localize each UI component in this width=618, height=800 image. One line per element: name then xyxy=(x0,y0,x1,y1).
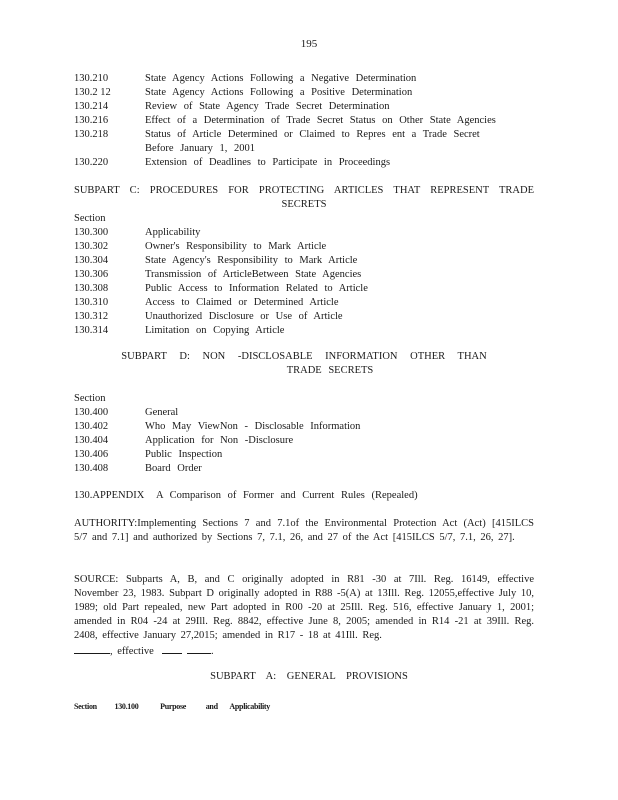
section-word: and xyxy=(205,702,218,711)
section-title: State Agency's Responsibility to Mark Article xyxy=(145,255,358,266)
section-number: 130.300 xyxy=(74,227,109,238)
section-title: Public Inspection xyxy=(145,449,223,460)
section-title: Applicability xyxy=(145,227,201,238)
section-label: Section xyxy=(74,213,106,224)
toc-row xyxy=(74,489,544,503)
section-number: 130.220 xyxy=(74,157,109,168)
toc-row xyxy=(74,86,544,100)
section-title: Limitation on Copying Article xyxy=(145,325,285,336)
section-word: Purpose xyxy=(160,702,187,711)
blank-line xyxy=(187,643,211,654)
section-number: 130.408 xyxy=(74,463,109,474)
toc-row xyxy=(74,72,544,86)
blank-line xyxy=(162,643,182,654)
toc-row xyxy=(74,434,544,448)
section-title: Public Access to Information Related to Article xyxy=(145,283,368,294)
section-title: Effect of a Determination of Trade Secret Status on Other State Agencies xyxy=(145,115,496,126)
toc-row xyxy=(74,156,544,170)
toc-row xyxy=(74,226,544,240)
section-title: Who May ViewNon - Disclosable Information xyxy=(145,421,361,432)
toc-row xyxy=(74,268,544,282)
section-title: Status of Article Determined or Claimed to Repres ent a Trade Secret Before January 1, 2001 xyxy=(145,129,480,154)
section-title: Transmission of ArticleBetween State Agencies xyxy=(145,269,362,280)
section-title: Review of State Agency Trade Secret Determination xyxy=(145,101,390,112)
toc-row xyxy=(74,282,544,296)
section-heading-line xyxy=(74,700,270,714)
toc-row xyxy=(74,254,544,268)
section-number: 130.306 xyxy=(74,269,109,280)
section-number: 130.218 xyxy=(74,129,109,140)
toc-row xyxy=(74,310,544,324)
subpart-c-heading: SUBPART C: PROCEDURES FOR PROTECTING ARTICLES THAT REPRESENT TRADE xyxy=(74,185,534,196)
source-end: . xyxy=(211,646,214,657)
toc-row xyxy=(74,114,544,128)
appendix-row xyxy=(74,489,544,503)
section-number: 130.308 xyxy=(74,283,109,294)
section-number: 130.2 12 xyxy=(74,87,111,98)
source-paragraph xyxy=(74,573,534,659)
section-title: Access to Claimed or Determined Article xyxy=(145,297,339,308)
toc-row xyxy=(74,462,544,476)
section-title: Application for Non -Disclosure xyxy=(145,435,294,446)
subpart-d-heading: SUBPART D: NON -DISCLOSABLE INFORMATION OTHER THAN xyxy=(121,351,487,362)
section-title: General xyxy=(145,407,179,418)
blank-line xyxy=(74,643,110,654)
section-number: 130.210 xyxy=(74,73,109,84)
section-label: Section xyxy=(74,702,97,711)
section-number: 130.302 xyxy=(74,241,109,252)
authority-paragraph: AUTHORITY:Implementing Sections 7 and 7.1of the Environmental Protection Act (Act) [415ILCS 5/7 and 7.1] and authorized by Sections 7, 7.1, 26, and 27 of the Act [415ILCS 5/7, 7.1, 26, 27]. xyxy=(74,518,534,543)
section-title: Owner's Responsibility to Mark Article xyxy=(145,241,327,252)
section-number: 130.100 xyxy=(114,702,139,711)
section-number: 130.216 xyxy=(74,115,109,126)
section-number: 130.400 xyxy=(74,407,109,418)
source-tail: , effective xyxy=(110,646,154,657)
section-number: 130.402 xyxy=(74,421,109,432)
section-title: Board Order xyxy=(145,463,202,474)
section-word: Applicability xyxy=(229,702,270,711)
section-number: 130.314 xyxy=(74,325,109,336)
appendix-title: A Comparison of Former and Current Rules (Repealed) xyxy=(156,490,418,501)
subpart-d-heading-cont: TRADE SECRETS xyxy=(286,365,374,376)
toc-subpart-c xyxy=(74,226,544,338)
section-title: State Agency Actions Following a Negative Determination xyxy=(145,73,417,84)
section-number: 130.406 xyxy=(74,449,109,460)
section-title: State Agency Actions Following a Positive Determination xyxy=(145,87,413,98)
toc-row xyxy=(74,100,544,114)
subpart-c-heading-cont: SECRETS xyxy=(281,199,327,210)
section-label: Section xyxy=(74,393,106,404)
toc-row xyxy=(74,448,544,462)
section-title: Extension of Deadlines to Participate in Proceedings xyxy=(145,157,391,168)
section-number: 130.312 xyxy=(74,311,109,322)
subpart-a-heading: SUBPART A: GENERAL PROVISIONS xyxy=(210,671,408,682)
toc-top xyxy=(74,72,544,170)
section-number: 130.304 xyxy=(74,255,109,266)
toc-row xyxy=(74,128,544,156)
toc-row xyxy=(74,240,544,254)
section-number: 130.404 xyxy=(74,435,109,446)
source-text: SOURCE: Subparts A, B, and C originally adopted in R81 -30 at 7Ill. Reg. 16149, effective November 23, 1983. Subpart D originally adopted in R88 -5(A) at 13Ill. Reg. 12055,effective July 10, 1989; old Part repealed, new Part adopted in R00 -20 at 25Ill. Reg. 516, effective January 1, 2001; amended in R04 -24 at 29Ill. Reg. 8842, effective June 8, 2005; amended in R14 -21 at 39Ill. Reg. 2408, effective January 27,2015; amended in R17 - 18 at 41Ill. Reg. xyxy=(74,574,534,641)
toc-row xyxy=(74,420,544,434)
toc-subpart-d xyxy=(74,406,544,476)
toc-row xyxy=(74,296,544,310)
section-number: 130.310 xyxy=(74,297,109,308)
toc-row xyxy=(74,324,544,338)
appendix-number: 130.APPENDIX xyxy=(74,490,145,501)
page-number: 195 xyxy=(300,38,318,50)
toc-row xyxy=(74,406,544,420)
section-number: 130.214 xyxy=(74,101,109,112)
section-title: Unauthorized Disclosure or Use of Article xyxy=(145,311,343,322)
